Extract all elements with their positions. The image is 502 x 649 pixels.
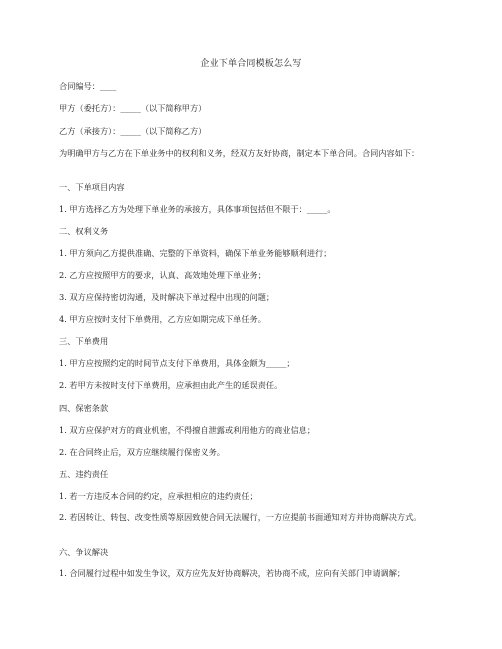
clause: 2. 在合同终止后，双方应继续履行保密义务。 <box>59 447 225 457</box>
section-heading: 三、下单费用 <box>59 336 109 346</box>
section-heading: 四、保密条款 <box>59 403 109 413</box>
clause: 1. 甲方选择乙方为处理下单业务的承接方，具体事项包括但不限于：_____。 <box>59 204 336 214</box>
document-title: 企业下单合同模板怎么写 <box>200 59 302 69</box>
party-a: 甲方（委托方）：_____（以下简称甲方） <box>59 103 207 113</box>
clause: 2. 若因转让、转包、改变性质等原因致使合同无法履行，一方应提前书面通知对方并协商解决方式。 <box>59 512 422 522</box>
clause: 1. 甲方须向乙方提供准确、完整的下单资料，确保下单业务能够顺利进行； <box>59 248 332 258</box>
party-b: 乙方（承接方）：_____（以下简称乙方） <box>59 126 207 136</box>
section-heading: 五、违约责任 <box>59 469 109 479</box>
clause: 1. 合同履行过程中如发生争议，双方应先友好协商解决，若协商不成，应向有关部门申请调解； <box>59 568 406 578</box>
section-heading: 二、权利义务 <box>59 226 109 236</box>
clause: 1. 双方应保护对方的商业机密，不得擅自泄露或利用他方的商业信息； <box>59 425 316 435</box>
clause: 2. 若甲方未按时支付下单费用，应承担由此产生的延误责任。 <box>59 380 283 390</box>
preamble: 为明确甲方与乙方在下单业务中的权利和义务，经双方友好协商，制定本下单合同。合同内容如下： <box>59 148 420 158</box>
clause: 3. 双方应保持密切沟通，及时解决下单过程中出现的问题； <box>59 292 275 302</box>
clause: 1. 甲方应按照约定的时间节点支付下单费用，具体金额为_____； <box>59 358 295 368</box>
contract-number: 合同编号：____ <box>59 81 117 91</box>
section-heading: 一、下单项目内容 <box>59 182 125 192</box>
clause: 4. 甲方应按时支付下单费用，乙方应如期完成下单任务。 <box>59 314 266 324</box>
section-heading: 六、争议解决 <box>59 547 109 557</box>
clause: 1. 若一方违反本合同的约定，应承担相应的违约责任； <box>59 491 258 501</box>
clause: 2. 乙方应按照甲方的要求，认真、高效地处理下单业务； <box>59 270 266 280</box>
